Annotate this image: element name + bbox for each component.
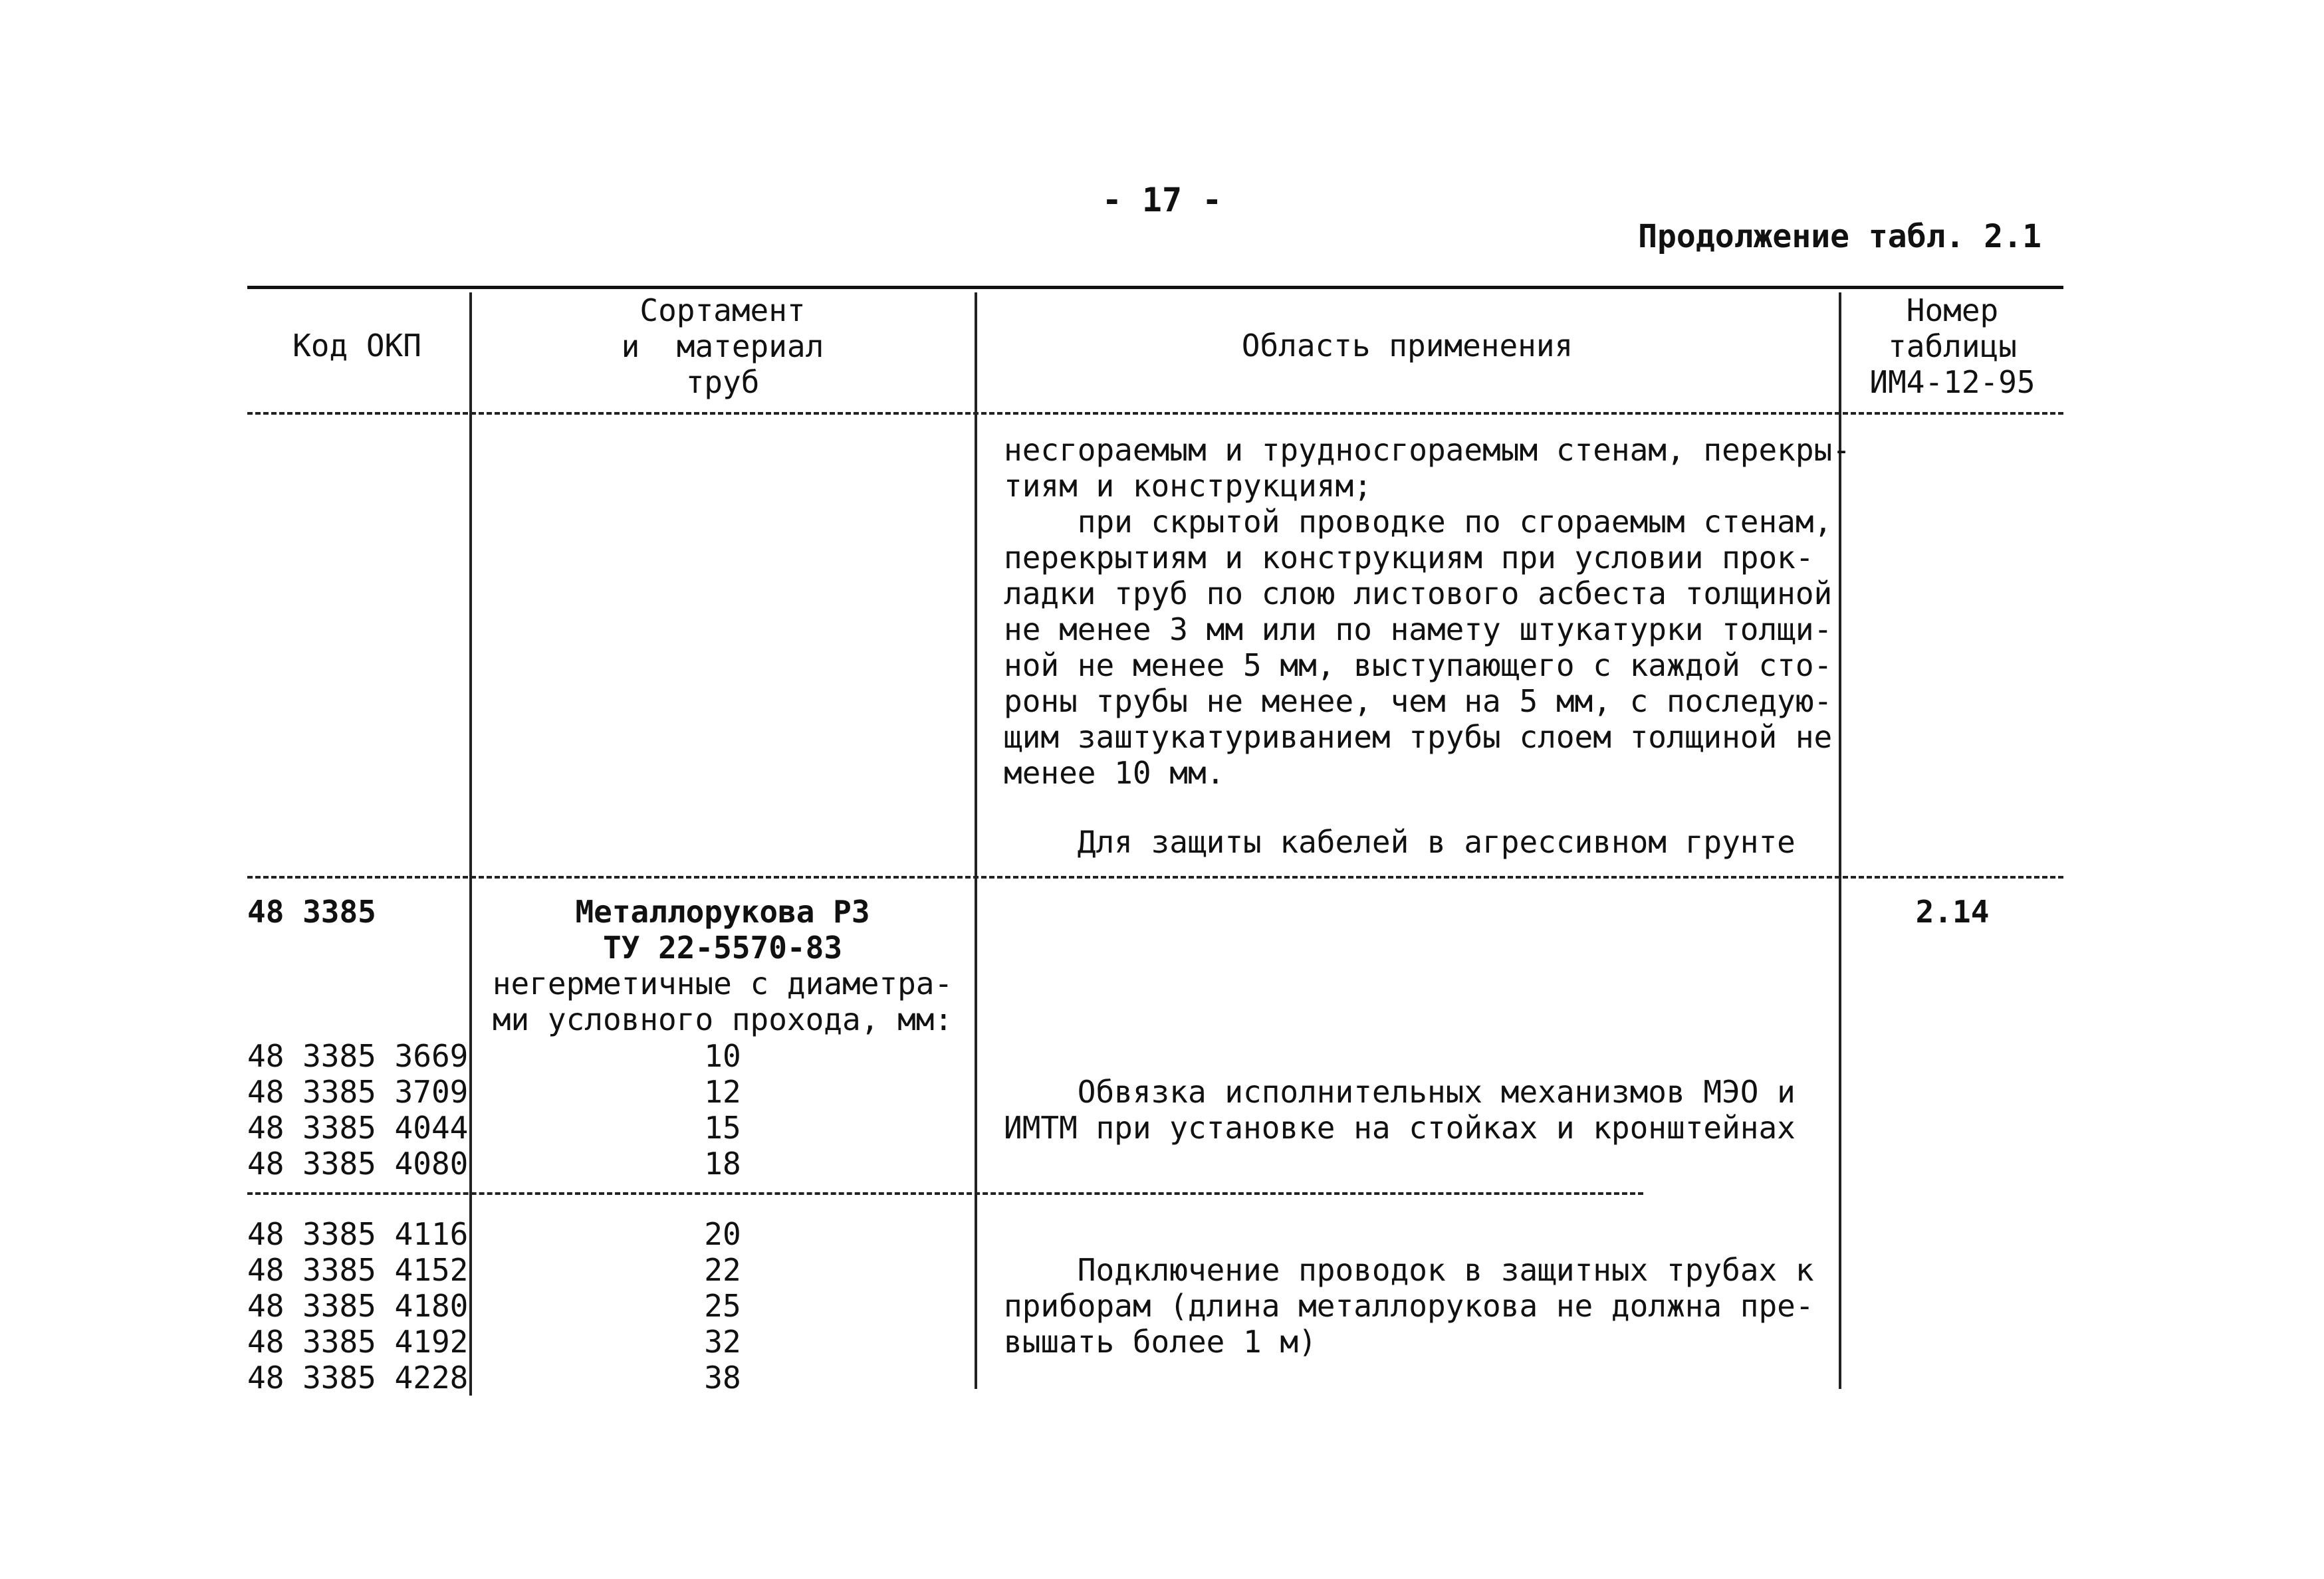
page-number: - 17 - [1102, 181, 1222, 219]
list-item: 48 3385 4044 [247, 1110, 469, 1146]
diameter-value: 32 [704, 1324, 741, 1360]
diameter-value: 18 [704, 1146, 741, 1182]
table-top-rule [247, 286, 2063, 289]
column-separator [469, 425, 472, 1396]
list-item: 48 3385 4152 [247, 1252, 469, 1288]
header-assortment: Сортамент и материал труб [621, 292, 824, 400]
column-separator [975, 292, 977, 1389]
section-divider-2 [247, 1192, 1643, 1195]
area-text-1: несгораемым и трудносгораемым стенам, перекры- тиям и конструкциям; при скрытой проводке по сгораемым стенам, перекрытиям и конструкциям при условии прок- ладки труб по слою листового асбеста толщиной не менее 3 мм или по намету штукатурки толщи- ной не менее 5 мм, выступающего с каждой сто- роны трубы не менее, чем на 5 мм, с последую- щим заштукатуриванием трубы слоем толщиной не менее 10 мм. [1004, 432, 1851, 791]
table-continuation-label: Продолжение табл. 2.1 [1638, 218, 2041, 255]
diameter-value: 20 [704, 1216, 741, 1252]
list-item: 48 3385 3709 [247, 1074, 469, 1110]
code-main: 48 3385 [247, 894, 376, 930]
diameter-value: 22 [704, 1252, 741, 1288]
list-item: 48 3385 4116 [247, 1216, 469, 1252]
header-code: Код ОКП [292, 328, 421, 364]
assortment-description: негерметичные с диаметра- ми условного прохода, мм: [492, 966, 953, 1037]
table-number-value: 2.14 [1915, 894, 1990, 930]
diameter-value: 12 [704, 1074, 741, 1110]
diameter-value: 38 [704, 1360, 741, 1396]
diameter-value: 10 [704, 1038, 741, 1074]
header-divider [247, 412, 2063, 415]
list-item: 48 3385 4192 [247, 1324, 469, 1360]
list-item: 48 3385 3669 [247, 1038, 469, 1074]
list-item: 48 3385 4180 [247, 1288, 469, 1324]
header-table-number: Номер таблицы ИМ4-12-95 [1869, 292, 2035, 400]
section-divider-1 [247, 876, 2063, 879]
area-text-3: Подключение проводок в защитных трубах к приборам (длина металлорукова не должна пре- вышать более 1 м) [1004, 1252, 1814, 1360]
list-item: 48 3385 4228 [247, 1360, 469, 1396]
diameter-value: 15 [704, 1110, 741, 1146]
area-text-1-last: Для защиты кабелей в агрессивном грунте [1004, 824, 1796, 860]
diameter-value: 25 [704, 1288, 741, 1324]
list-item: 48 3385 4080 [247, 1146, 469, 1182]
assortment-title: Металлорукова РЗ ТУ 22-5570-83 [575, 894, 870, 966]
column-separator [469, 292, 472, 439]
header-area: Область применения [1241, 328, 1573, 364]
area-text-2: Обвязка исполнительных механизмов МЭО и ИМТМ при установке на стойках и кронштейнах [1004, 1074, 1796, 1146]
